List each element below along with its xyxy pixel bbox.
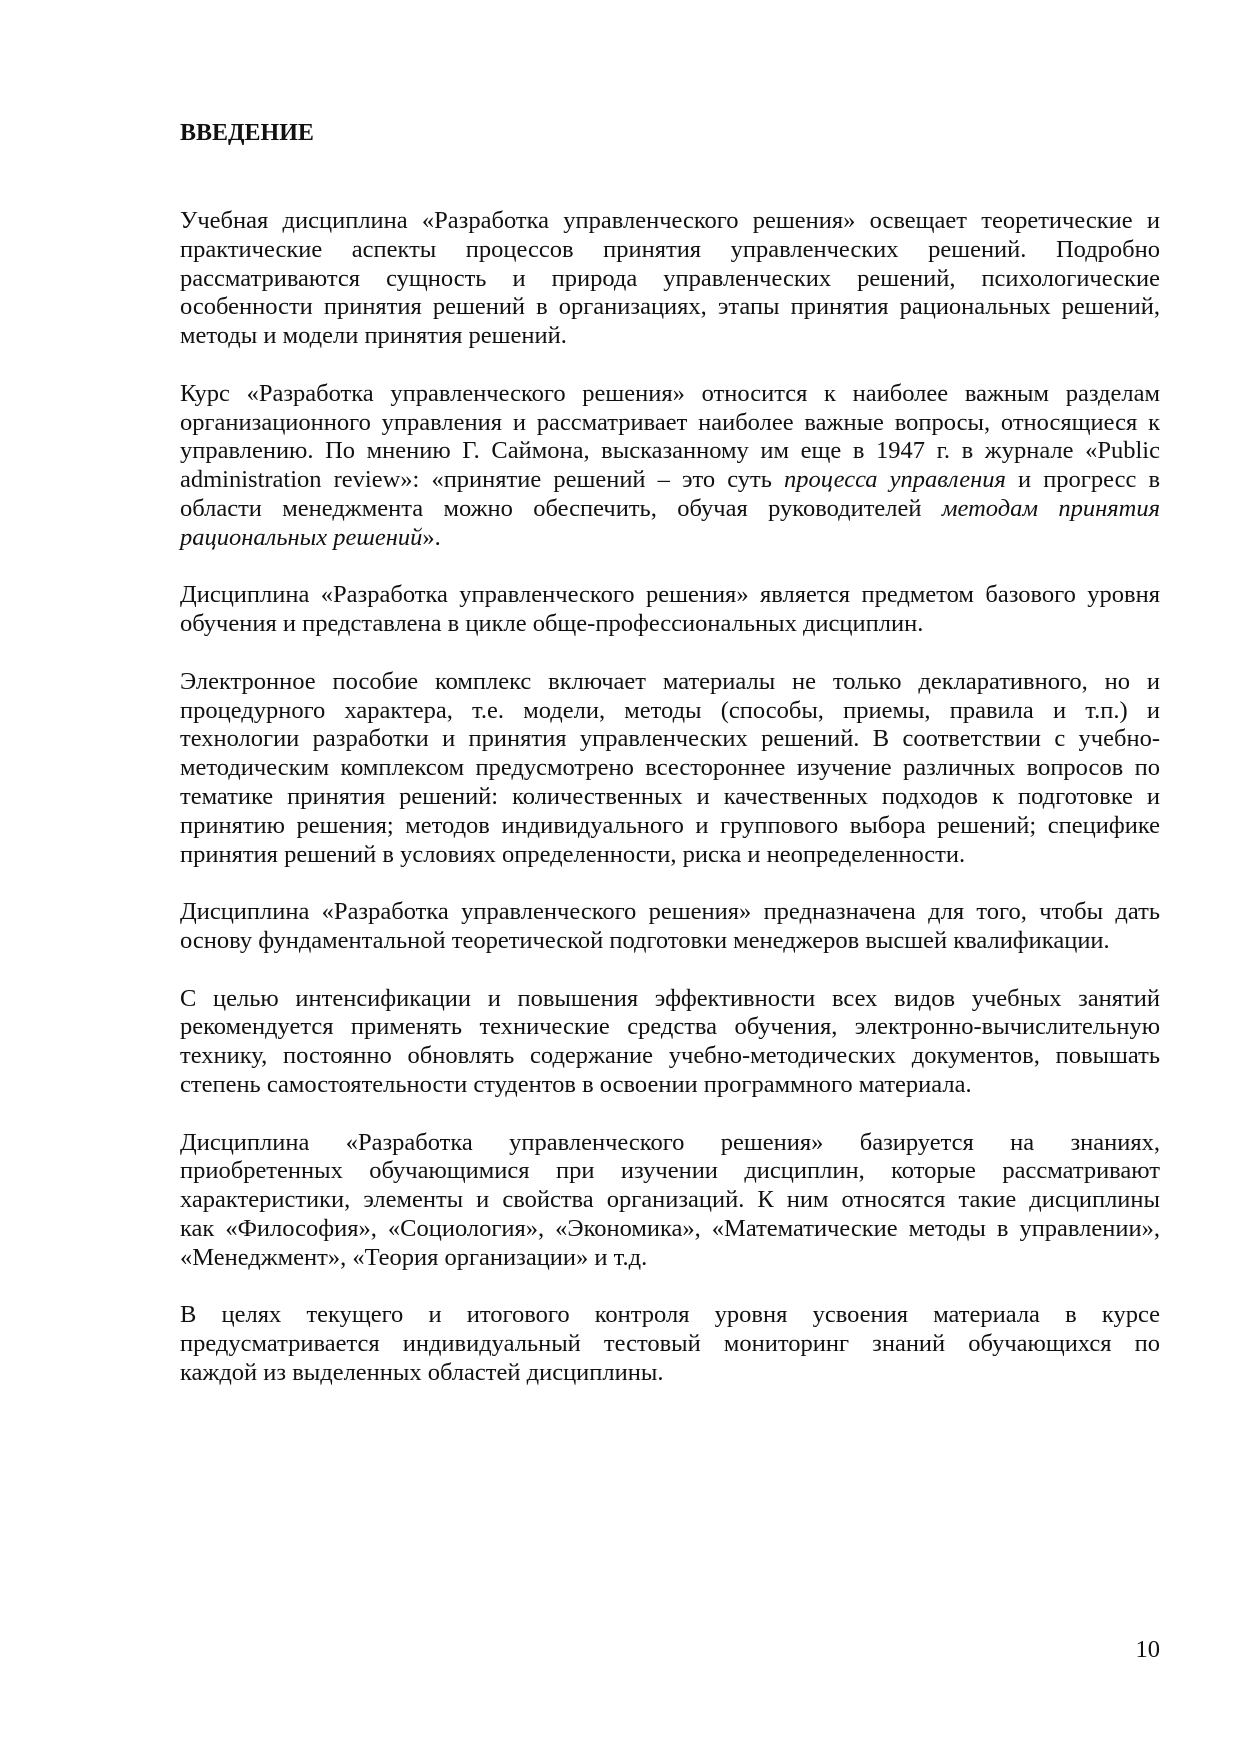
- text-line: [180, 581, 1160, 610]
- text-line: [180, 985, 1160, 1014]
- text-segment: предусматривается индивидуальный тестовый мониторинг знаний обучающихся по: [180, 1330, 1160, 1358]
- text-segment: «Менеджмент», «Теория организации» и т.д.: [180, 1243, 648, 1271]
- text-segment: administration review»: «принятие решений – это суть: [180, 466, 785, 494]
- text-line: [180, 1244, 1160, 1273]
- text-line: [180, 1071, 1160, 1100]
- text-line: [180, 725, 1160, 754]
- text-line: [180, 207, 1160, 236]
- text-segment: методы и модели принятия решений.: [180, 322, 567, 350]
- text-line: [180, 466, 1160, 495]
- text-line: [180, 697, 1160, 726]
- text-segment: принятию решения; методов индивидуального и группового выбора решений; специфике: [180, 811, 1160, 839]
- italic-text: рациональных решений: [180, 523, 423, 551]
- text-segment: Дисциплина «Разработка управленческого решения» базируется на знаниях,: [180, 1128, 1160, 1156]
- text-segment: практические аспекты процессов принятия управленческих решений. Подробно: [180, 235, 1160, 263]
- text-segment: каждой из выделенных областей дисциплины.: [180, 1358, 664, 1386]
- text-line: [180, 524, 1160, 553]
- paragraph: [180, 1301, 1160, 1387]
- text-segment: приобретенных обучающимися при изучении дисциплин, которые рассматривают: [180, 1157, 1160, 1185]
- text-line: [180, 409, 1160, 438]
- text-segment: степень самостоятельности студентов в освоении программного материала.: [180, 1070, 972, 1098]
- section-heading: ВВЕДЕНИЕ: [180, 120, 314, 146]
- paragraph: [180, 581, 1160, 639]
- text-segment: обучения и представлена в цикле обще-профессиональных дисциплин.: [180, 610, 924, 638]
- text-segment: Курс «Разработка управленческого решения» относится к наиболее важным разделам: [180, 379, 1160, 407]
- text-segment: основу фундаментальной теоретической подготовки менеджеров высшей квалификации.: [180, 926, 1110, 954]
- text-segment: С целью интенсификации и повышения эффективности всех видов учебных занятий: [180, 984, 1160, 1012]
- text-line: [180, 236, 1160, 265]
- paragraph: [180, 1129, 1160, 1273]
- text-line: [180, 783, 1160, 812]
- text-segment: Дисциплина «Разработка управленческого решения» является предметом базового уровня: [180, 581, 1160, 609]
- text-line: [180, 841, 1160, 870]
- text-line: [180, 1157, 1160, 1186]
- text-line: [180, 610, 1160, 639]
- text-segment: тематике принятия решений: количественных и качественных подходов к подготовке и: [180, 782, 1160, 810]
- text-line: [180, 495, 1160, 524]
- text-line: [180, 1330, 1160, 1359]
- page-number: 10: [1135, 1636, 1160, 1663]
- text-line: [180, 437, 1160, 466]
- text-line: [180, 1359, 1160, 1388]
- paragraph: [180, 380, 1160, 553]
- text-line: [180, 265, 1160, 294]
- italic-text: процесса управления: [784, 466, 1006, 494]
- text-line: [180, 668, 1160, 697]
- text-line: [180, 1013, 1160, 1042]
- text-segment: и прогресс в: [1005, 466, 1161, 494]
- text-line: [180, 754, 1160, 783]
- text-segment: принятия решений в условиях определенности, риска и неопределенности.: [180, 840, 966, 868]
- text-line: [180, 927, 1160, 956]
- text-segment: как «Философия», «Социология», «Экономика», «Математические методы в управлении»,: [180, 1214, 1160, 1242]
- text-segment: рекомендуется применять технические средства обучения, электронно-вычислительную: [180, 1013, 1160, 1041]
- text-segment: ».: [422, 523, 441, 551]
- text-segment: характеристики, элементы и свойства организаций. К ним относятся такие дисциплины: [180, 1186, 1160, 1214]
- text-line: [180, 293, 1160, 322]
- text-line: [180, 1129, 1160, 1158]
- text-segment: области менеджмента можно обеспечить, обучая руководителей: [180, 494, 942, 522]
- text-segment: технику, постоянно обновлять содержание учебно-методических документов, повышать: [180, 1042, 1160, 1070]
- text-segment: Дисциплина «Разработка управленческого решения» предназначена для того, чтобы дать: [180, 898, 1160, 926]
- italic-text: методам принятия: [941, 494, 1160, 522]
- text-line: [180, 812, 1160, 841]
- text-segment: технологии разработки и принятия управленческих решений. В соответствии с учебно-: [180, 725, 1160, 753]
- paragraph: [180, 207, 1160, 351]
- paragraph: [180, 668, 1160, 870]
- text-line: [180, 1301, 1160, 1330]
- text-segment: организационного управления и рассматривает наиболее важные вопросы, относящиеся к: [180, 408, 1160, 436]
- text-segment: Электронное пособие комплекс включает материалы не только декларативного, но и: [180, 667, 1160, 695]
- text-segment: управлению. По мнению Г. Саймона, высказанному им еще в 1947 г. в журнале «Public: [180, 437, 1160, 465]
- text-line: [180, 322, 1160, 351]
- text-line: [180, 1215, 1160, 1244]
- text-line: [180, 380, 1160, 409]
- paragraph: [180, 985, 1160, 1100]
- text-segment: рассматриваются сущность и природа управленческих решений, психологические: [180, 264, 1160, 292]
- text-segment: особенности принятия решений в организациях, этапы принятия рациональных решений,: [180, 293, 1160, 321]
- text-segment: Учебная дисциплина «Разработка управленческого решения» освещает теоретические и: [180, 207, 1160, 234]
- text-line: [180, 898, 1160, 927]
- text-segment: методическим комплексом предусмотрено всестороннее изучение различных вопросов по: [180, 754, 1160, 782]
- text-segment: процедурного характера, т.е. модели, методы (способы, приемы, правила и т.п.) и: [180, 696, 1160, 724]
- paragraph: [180, 898, 1160, 956]
- text-line: [180, 1186, 1160, 1215]
- text-line: [180, 1042, 1160, 1071]
- text-segment: В целях текущего и итогового контроля уровня усвоения материала в курсе: [180, 1301, 1160, 1329]
- document-body: [180, 207, 1160, 1416]
